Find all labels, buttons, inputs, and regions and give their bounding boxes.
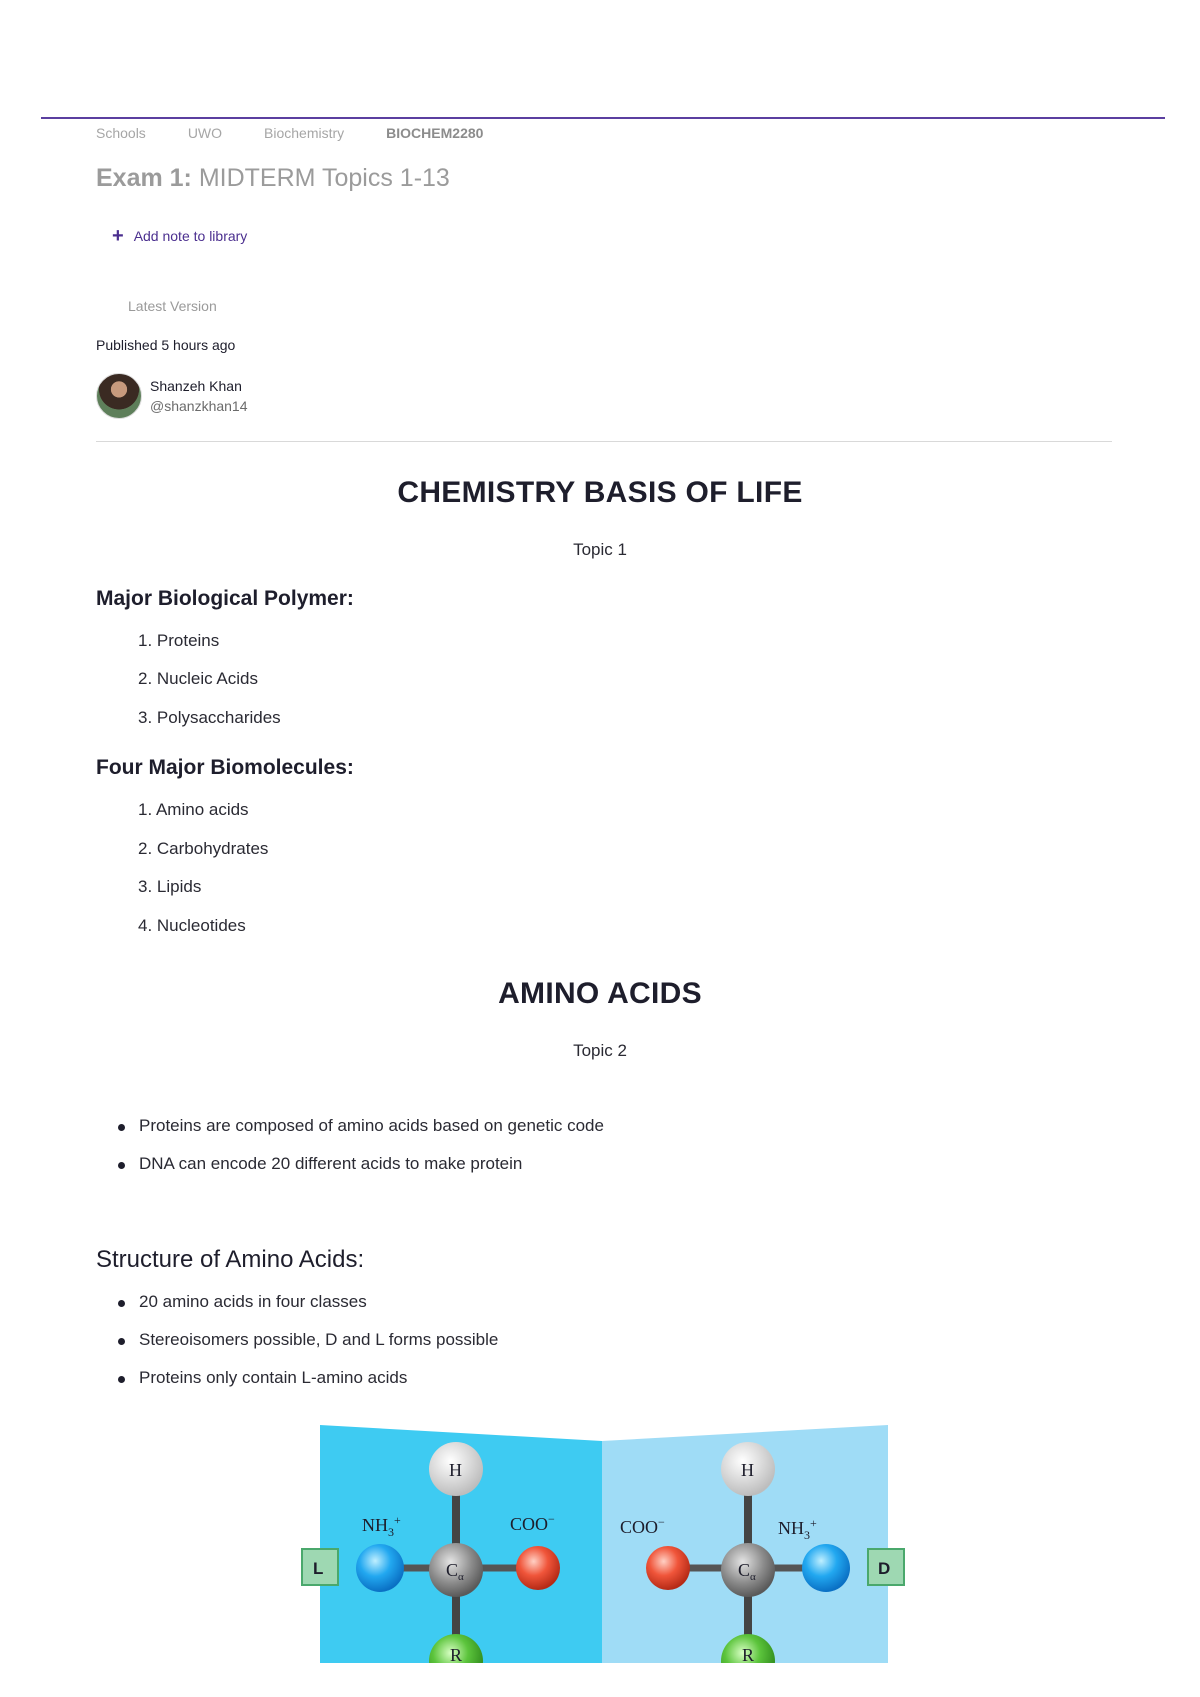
- bullet-text: 20 amino acids in four classes: [139, 1292, 367, 1311]
- stereo-label-d: D: [878, 1559, 891, 1578]
- atom-label-nh3-sup: +: [810, 1516, 817, 1530]
- bullet-text: Proteins only contain L-amino acids: [139, 1368, 408, 1387]
- list-item: 4. Nucleotides: [138, 916, 246, 935]
- bullet-text: Proteins are composed of amino acids based on genetic code: [139, 1116, 604, 1135]
- atom-label-r: R: [450, 1645, 463, 1663]
- atom-label-h: H: [741, 1460, 754, 1480]
- atom-label-coo-text: COO: [510, 1514, 549, 1534]
- breadcrumb: [96, 125, 483, 141]
- atom-label-ca-text: C: [738, 1560, 751, 1580]
- bullet-item: [118, 1368, 407, 1388]
- subheading-structure: Structure of Amino Acids:: [96, 1246, 365, 1273]
- atom-label-r: R: [742, 1645, 755, 1663]
- plus-icon: +: [112, 225, 124, 247]
- content-divider: [96, 441, 1112, 442]
- author-name[interactable]: Shanzeh Khan: [150, 378, 242, 394]
- topic-label-2: Topic 2: [573, 1041, 627, 1060]
- atom-label-nh3-text: NH: [362, 1515, 388, 1535]
- section-heading-chemistry: CHEMISTRY BASIS OF LIFE: [397, 476, 803, 509]
- atom-label-coo-sup: −: [658, 1515, 665, 1529]
- author-block[interactable]: [96, 373, 248, 419]
- add-note-button[interactable]: [112, 225, 248, 247]
- published-text: Published 5 hours ago: [96, 337, 236, 353]
- author-handle[interactable]: @shanzkhan14: [150, 398, 248, 414]
- page-title-bold: Exam 1:: [96, 164, 192, 192]
- atom-label-ca-sub: α: [458, 1571, 464, 1583]
- atom-label-h: H: [449, 1460, 462, 1480]
- atom-label-nh3-sub: 3: [804, 1528, 810, 1542]
- atom-label-coo-text: COO: [620, 1517, 659, 1537]
- list-item: 1. Amino acids: [138, 800, 249, 819]
- breadcrumb-course[interactable]: BIOCHEM2280: [386, 125, 484, 141]
- breadcrumb-schools[interactable]: Schools: [96, 125, 146, 141]
- amino-acid-stereoisomer-figure: [300, 1425, 908, 1663]
- page-title: [96, 164, 450, 193]
- atom-label-ca-sub: α: [750, 1571, 756, 1583]
- page-title-rest: MIDTERM Topics 1-13: [191, 164, 450, 192]
- breadcrumb-uwo[interactable]: UWO: [187, 125, 223, 141]
- subheading-four-biomolecules: Four Major Biomolecules:: [96, 756, 354, 779]
- list-item: 2. Nucleic Acids: [138, 669, 258, 688]
- add-note-label: Add note to library: [133, 228, 248, 244]
- list-item: 3. Lipids: [138, 877, 202, 896]
- subheading-major-polymer: Major Biological Polymer:: [96, 587, 354, 610]
- bullet-item: [118, 1116, 604, 1136]
- topic-label-1: Topic 1: [573, 540, 627, 559]
- section-heading-amino-acids: AMINO ACIDS: [498, 977, 702, 1010]
- bullet-item: [118, 1292, 367, 1312]
- avatar[interactable]: [96, 373, 142, 419]
- version-label[interactable]: Latest Version: [128, 298, 217, 314]
- atom-label-nh3-sub: 3: [388, 1525, 394, 1539]
- bullet-item: [118, 1154, 522, 1174]
- atom-label-nh3-text: NH: [778, 1518, 804, 1538]
- list-item: 2. Carbohydrates: [138, 839, 269, 858]
- list-item: 1. Proteins: [138, 631, 220, 650]
- bullet-text: Stereoisomers possible, D and L forms possible: [139, 1330, 499, 1349]
- list-item: 3. Polysaccharides: [138, 708, 281, 727]
- atom-label-coo-sup: −: [548, 1512, 555, 1526]
- atom-label-nh3-sup: +: [394, 1513, 401, 1527]
- stereo-label-l: L: [313, 1559, 324, 1578]
- header-divider: [41, 117, 1165, 119]
- bullet-item: [118, 1330, 498, 1350]
- bullet-text: DNA can encode 20 different acids to make protein: [139, 1154, 523, 1173]
- breadcrumb-biochemistry[interactable]: Biochemistry: [264, 125, 345, 141]
- atom-label-ca-text: C: [446, 1560, 459, 1580]
